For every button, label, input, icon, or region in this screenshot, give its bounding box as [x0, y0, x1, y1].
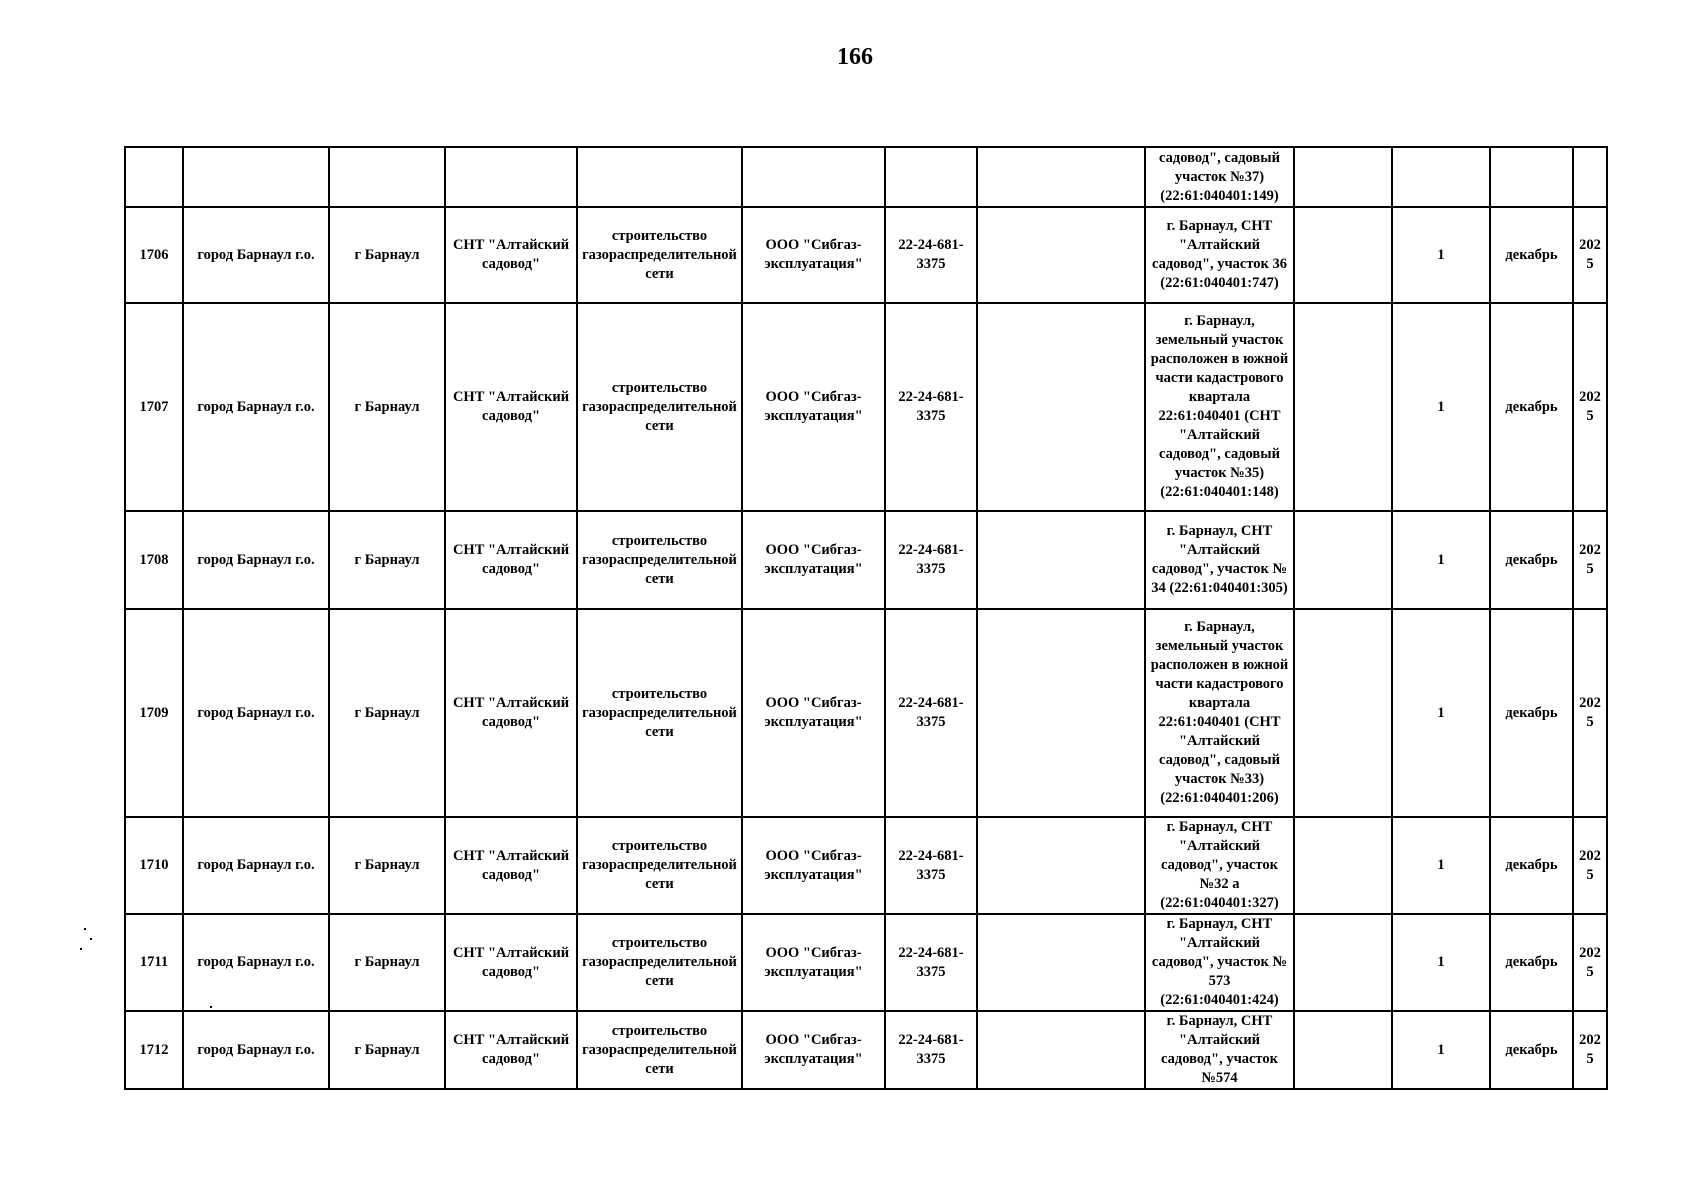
- cell-month: декабрь: [1490, 1011, 1573, 1089]
- cell-month: декабрь: [1490, 914, 1573, 1011]
- cell-blank: [1294, 1011, 1392, 1089]
- cell-address: г. Барнаул, СНТ "Алтайский садовод", участок №32 а (22:61:040401:327): [1145, 817, 1294, 914]
- cell-owner: ООО "Сибгаз-эксплуатация": [742, 609, 885, 817]
- cell-number: 1709: [125, 609, 183, 817]
- cell-partnership: СНТ "Алтайский садовод": [445, 511, 577, 609]
- cell-partnership: СНТ "Алтайский садовод": [445, 609, 577, 817]
- cell-partnership: СНТ "Алтайский садовод": [445, 914, 577, 1011]
- cell-month: декабрь: [1490, 207, 1573, 303]
- cell-purpose: строительство газораспределительной сети: [577, 817, 742, 914]
- cell-address: г. Барнаул, земельный участок расположен в южной части кадастрового квартала 22:61:040401 (СНТ "Алтайский садовод", садовый участок №35) (22:61:040401:148): [1145, 303, 1294, 511]
- scan-speck: [90, 938, 92, 940]
- cell-month: декабрь: [1490, 303, 1573, 511]
- cell-month: декабрь: [1490, 511, 1573, 609]
- cell-count: 1: [1392, 207, 1490, 303]
- cell-count: [1392, 147, 1490, 207]
- cell-district: город Барнаул г.о.: [183, 207, 329, 303]
- cell-district: город Барнаул г.о.: [183, 1011, 329, 1089]
- cell-district: город Барнаул г.о.: [183, 303, 329, 511]
- cell-month: [1490, 147, 1573, 207]
- cell-extra: [977, 1011, 1145, 1089]
- scan-speck: [210, 1006, 212, 1008]
- cell-extra: [977, 303, 1145, 511]
- cell-blank: [1294, 609, 1392, 817]
- cell-blank: [1294, 303, 1392, 511]
- table-row: [125, 303, 1607, 511]
- cell-purpose: строительство газораспределительной сети: [577, 207, 742, 303]
- table-body: [125, 147, 1607, 1089]
- cell-owner: ООО "Сибгаз-эксплуатация": [742, 1011, 885, 1089]
- cell-district: город Барнаул г.о.: [183, 609, 329, 817]
- cell-license: 22-24-681-3375: [885, 1011, 977, 1089]
- cell-license: 22-24-681-3375: [885, 511, 977, 609]
- cell-extra: [977, 147, 1145, 207]
- cell-year: 2025: [1573, 914, 1607, 1011]
- cell-count: 1: [1392, 817, 1490, 914]
- cell-district: город Барнаул г.о.: [183, 511, 329, 609]
- cell-number: 1711: [125, 914, 183, 1011]
- cell-owner: [742, 147, 885, 207]
- cell-number: 1710: [125, 817, 183, 914]
- cell-owner: ООО "Сибгаз-эксплуатация": [742, 303, 885, 511]
- cell-partnership: СНТ "Алтайский садовод": [445, 207, 577, 303]
- cell-purpose: строительство газораспределительной сети: [577, 303, 742, 511]
- cell-year: 2025: [1573, 303, 1607, 511]
- cell-license: 22-24-681-3375: [885, 609, 977, 817]
- cell-number: 1706: [125, 207, 183, 303]
- cell-purpose: строительство газораспределительной сети: [577, 1011, 742, 1089]
- table-row: [125, 914, 1607, 1011]
- cell-purpose: строительство газораспределительной сети: [577, 609, 742, 817]
- register-table: [124, 146, 1608, 1090]
- cell-year: 2025: [1573, 207, 1607, 303]
- cell-settlement: г Барнаул: [329, 511, 445, 609]
- cell-purpose: строительство газораспределительной сети: [577, 914, 742, 1011]
- cell-partnership: СНТ "Алтайский садовод": [445, 303, 577, 511]
- cell-license: 22-24-681-3375: [885, 914, 977, 1011]
- cell-extra: [977, 511, 1145, 609]
- cell-count: 1: [1392, 511, 1490, 609]
- table-row: [125, 817, 1607, 914]
- cell-year: 2025: [1573, 817, 1607, 914]
- cell-blank: [1294, 147, 1392, 207]
- cell-month: декабрь: [1490, 609, 1573, 817]
- cell-count: 1: [1392, 303, 1490, 511]
- cell-partnership: СНТ "Алтайский садовод": [445, 1011, 577, 1089]
- cell-count: 1: [1392, 1011, 1490, 1089]
- cell-owner: ООО "Сибгаз-эксплуатация": [742, 207, 885, 303]
- cell-settlement: г Барнаул: [329, 914, 445, 1011]
- cell-purpose: строительство газораспределительной сети: [577, 511, 742, 609]
- cell-extra: [977, 207, 1145, 303]
- table-row: [125, 147, 1607, 207]
- cell-blank: [1294, 914, 1392, 1011]
- cell-owner: ООО "Сибгаз-эксплуатация": [742, 817, 885, 914]
- scan-speck: [80, 948, 82, 950]
- cell-settlement: г Барнаул: [329, 207, 445, 303]
- cell-address: г. Барнаул, СНТ "Алтайский садовод", участок 36 (22:61:040401:747): [1145, 207, 1294, 303]
- cell-extra: [977, 914, 1145, 1011]
- table-row: [125, 1011, 1607, 1089]
- cell-owner: ООО "Сибгаз-эксплуатация": [742, 511, 885, 609]
- cell-license: 22-24-681-3375: [885, 817, 977, 914]
- cell-settlement: [329, 147, 445, 207]
- cell-address: г. Барнаул, земельный участок расположен в южной части кадастрового квартала 22:61:040401 (СНТ "Алтайский садовод", садовый участок №33) (22:61:040401:206): [1145, 609, 1294, 817]
- cell-year: [1573, 147, 1607, 207]
- cell-year: 2025: [1573, 609, 1607, 817]
- cell-district: [183, 147, 329, 207]
- cell-owner: ООО "Сибгаз-эксплуатация": [742, 914, 885, 1011]
- cell-settlement: г Барнаул: [329, 303, 445, 511]
- cell-license: 22-24-681-3375: [885, 207, 977, 303]
- cell-extra: [977, 817, 1145, 914]
- cell-count: 1: [1392, 914, 1490, 1011]
- cell-number: [125, 147, 183, 207]
- table-row: [125, 609, 1607, 817]
- cell-year: 2025: [1573, 511, 1607, 609]
- cell-address: г. Барнаул, СНТ "Алтайский садовод", участок №574: [1145, 1011, 1294, 1089]
- cell-blank: [1294, 817, 1392, 914]
- cell-number: 1708: [125, 511, 183, 609]
- table-row: [125, 511, 1607, 609]
- cell-blank: [1294, 207, 1392, 303]
- cell-settlement: г Барнаул: [329, 1011, 445, 1089]
- cell-number: 1707: [125, 303, 183, 511]
- cell-address: садовод", садовый участок №37) (22:61:040401:149): [1145, 147, 1294, 207]
- cell-year: 2025: [1573, 1011, 1607, 1089]
- cell-address: г. Барнаул, СНТ "Алтайский садовод", участок № 573 (22:61:040401:424): [1145, 914, 1294, 1011]
- cell-partnership: [445, 147, 577, 207]
- cell-blank: [1294, 511, 1392, 609]
- page-number: 166: [837, 44, 873, 70]
- cell-purpose: [577, 147, 742, 207]
- cell-settlement: г Барнаул: [329, 817, 445, 914]
- cell-month: декабрь: [1490, 817, 1573, 914]
- cell-count: 1: [1392, 609, 1490, 817]
- scan-speck: [84, 928, 86, 930]
- cell-district: город Барнаул г.о.: [183, 914, 329, 1011]
- cell-license: [885, 147, 977, 207]
- cell-settlement: г Барнаул: [329, 609, 445, 817]
- cell-address: г. Барнаул, СНТ "Алтайский садовод", участок № 34 (22:61:040401:305): [1145, 511, 1294, 609]
- cell-district: город Барнаул г.о.: [183, 817, 329, 914]
- cell-license: 22-24-681-3375: [885, 303, 977, 511]
- cell-extra: [977, 609, 1145, 817]
- cell-partnership: СНТ "Алтайский садовод": [445, 817, 577, 914]
- cell-number: 1712: [125, 1011, 183, 1089]
- table-row: [125, 207, 1607, 303]
